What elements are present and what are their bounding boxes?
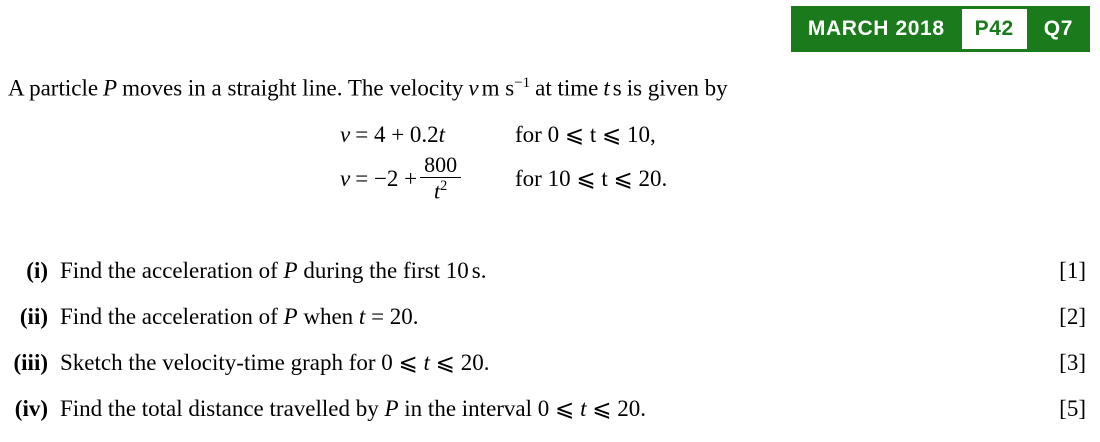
equation-2-expression: = −2 +	[355, 165, 418, 191]
question-parts	[0, 258, 1100, 442]
stem-var-v: v	[468, 75, 479, 101]
equation-block	[340, 122, 667, 210]
part-label: (iii)	[13, 350, 48, 375]
stem-units: m s	[481, 75, 515, 101]
part-label: (i)	[26, 258, 48, 283]
badge-session: MARCH 2018	[807, 17, 945, 40]
question-part	[0, 396, 1100, 442]
equation-2-variable: v	[340, 165, 351, 191]
fraction	[420, 153, 461, 203]
stem-unit-s: s	[612, 75, 622, 101]
stem-text-3: at time	[535, 75, 599, 101]
part-text: Find the acceleration of P when t = 20.	[60, 304, 419, 329]
part-text: Sketch the velocity-time graph for 0 ⩽ t ⩽ 20.	[60, 350, 490, 375]
equation-row-1	[340, 122, 667, 148]
exam-reference-badge	[791, 6, 1090, 52]
fraction-denominator: $t^2$	[434, 178, 448, 204]
stem-var-t: t	[603, 75, 610, 101]
fraction-denominator-exponent: 2	[440, 178, 448, 195]
question-part	[0, 258, 1100, 304]
equation-1-expression: = 4 + 0.2	[355, 122, 439, 147]
part-text: Find the acceleration of P during the first 10 s.	[60, 258, 487, 283]
part-text: Find the total distance travelled by P in the interval 0 ⩽ t ⩽ 20.	[60, 396, 646, 421]
equation-1-variable-t: t	[438, 122, 446, 147]
equation-1-variable: v	[340, 122, 351, 147]
question-stem	[8, 74, 728, 103]
stem-text-4: is given by	[626, 75, 728, 101]
question-part	[0, 304, 1100, 350]
part-label: (iv)	[14, 396, 48, 421]
stem-var-p: P	[103, 75, 118, 101]
stem-text-2: moves in a straight line. The velocity	[122, 75, 464, 101]
equation-1-lhs	[340, 122, 515, 148]
badge-paper: P42	[962, 9, 1027, 49]
equation-row-2	[340, 154, 667, 204]
part-marks: [3]	[1059, 350, 1086, 375]
fraction-numerator: 800	[424, 152, 458, 177]
part-label: (ii)	[19, 304, 48, 329]
equation-2-lhs	[340, 154, 515, 204]
part-marks: [5]	[1059, 396, 1086, 421]
question-part	[0, 350, 1100, 396]
part-marks: [1]	[1059, 258, 1086, 283]
stem-text-1: A particle	[8, 75, 99, 101]
equation-2-condition: for 10 ⩽ t ⩽ 20.	[515, 165, 668, 191]
equation-1-condition: for 0 ⩽ t ⩽ 10,	[515, 122, 656, 147]
badge-question: Q7	[1043, 17, 1073, 40]
stem-units-exponent: −1	[514, 75, 531, 91]
part-marks: [2]	[1059, 304, 1086, 329]
